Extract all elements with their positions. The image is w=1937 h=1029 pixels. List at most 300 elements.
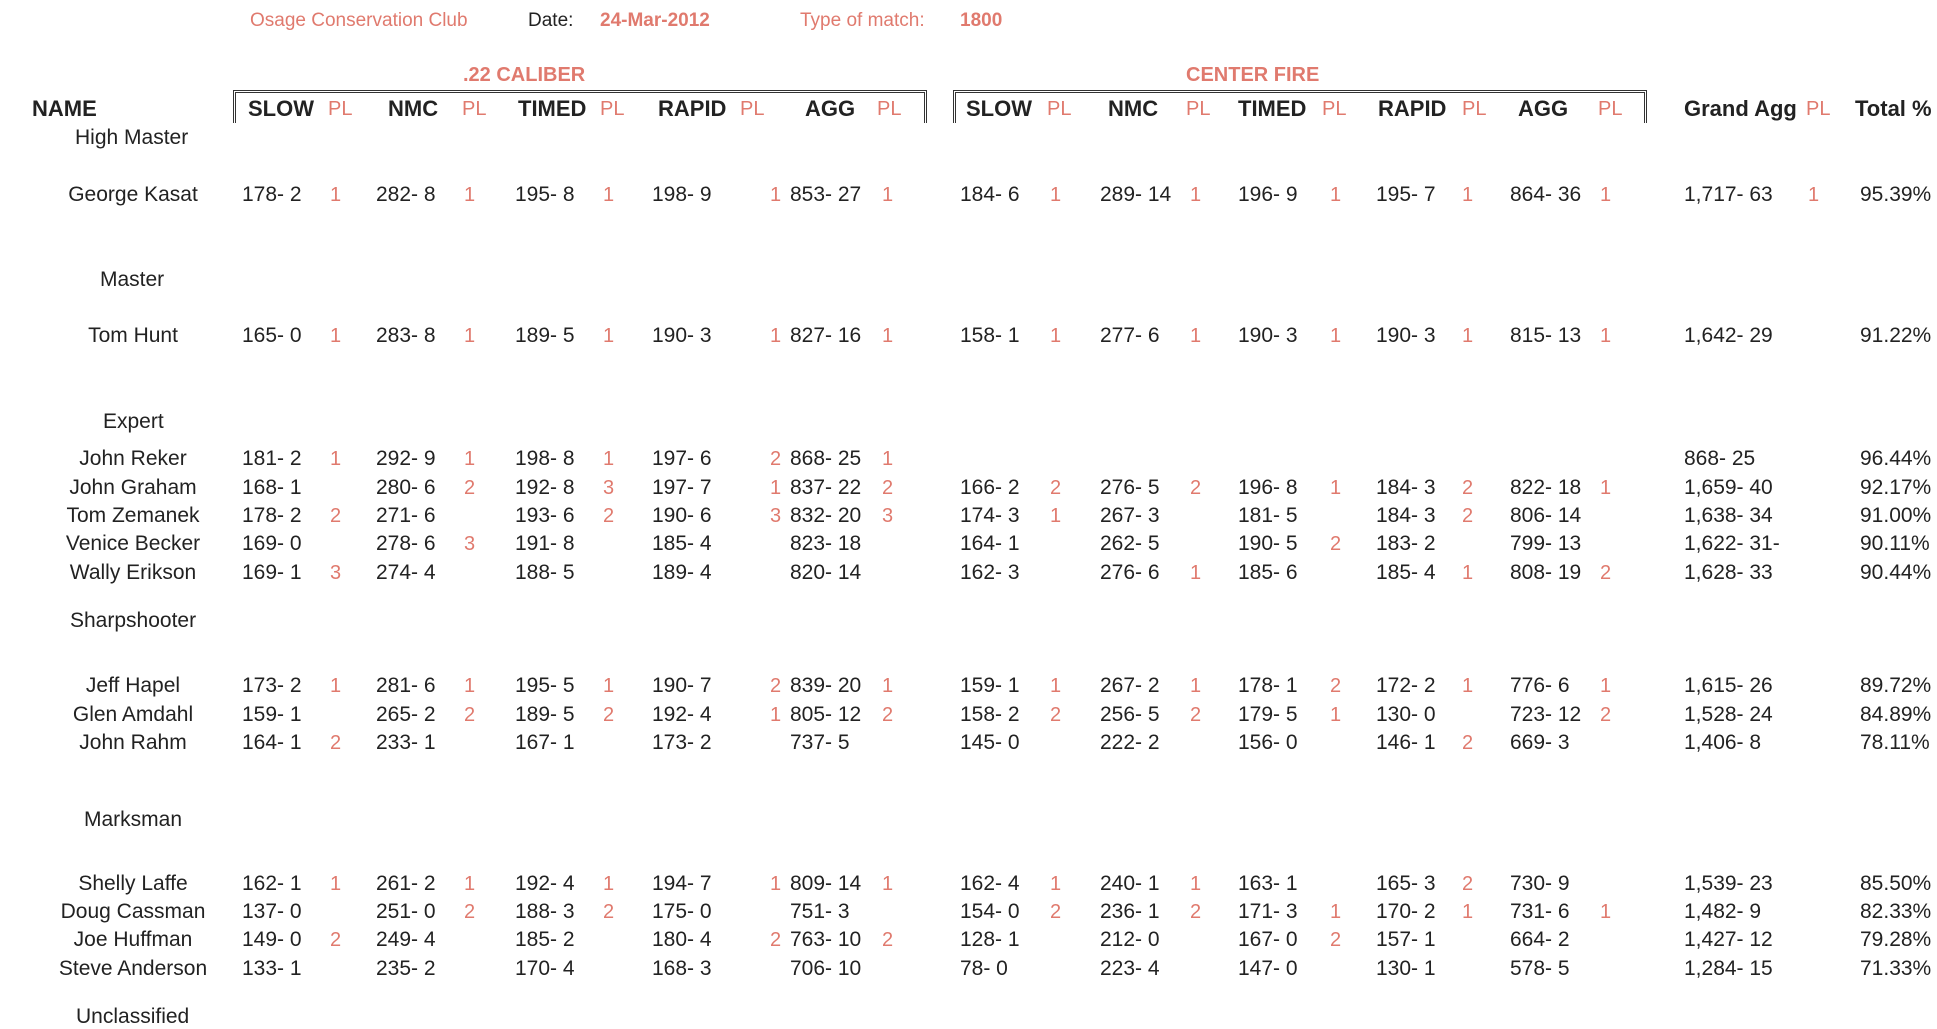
- score-cell: 181- 2: [242, 447, 302, 470]
- competitor-name: Jeff Hapel: [85, 674, 181, 697]
- place-value: 1: [882, 448, 894, 470]
- score-cell: 815- 13: [1510, 324, 1582, 347]
- class-label: Unclassified: [76, 1005, 190, 1028]
- place-value: 1: [603, 675, 615, 697]
- score-cell: 174- 3: [960, 504, 1020, 527]
- score-cell: 181- 5: [1238, 504, 1298, 527]
- score-cell: 145- 0: [960, 731, 1020, 754]
- score-cell: 1,659- 40: [1684, 476, 1773, 499]
- place-value: 1: [330, 873, 342, 895]
- score-cell: 868- 25: [790, 447, 862, 470]
- place-value: 1: [1050, 675, 1062, 697]
- score-cell: 159- 1: [960, 674, 1020, 697]
- score-cell: 799- 13: [1510, 532, 1582, 555]
- place-value: 3: [770, 505, 782, 527]
- score-cell: 1,717- 63: [1684, 183, 1773, 206]
- score-cell: 271- 6: [376, 504, 436, 527]
- col-pl: PL: [1598, 98, 1623, 120]
- date-value: 24-Mar-2012: [600, 10, 710, 31]
- place-value: 1: [464, 184, 476, 206]
- score-cell: 184- 3: [1376, 476, 1436, 499]
- score-cell: 763- 10: [790, 928, 862, 951]
- score-cell: 731- 6: [1510, 900, 1570, 923]
- score-cell: 188- 3: [515, 900, 575, 923]
- score-cell: 664- 2: [1510, 928, 1570, 951]
- score-cell: 185- 2: [515, 928, 575, 951]
- score-cell: 820- 14: [790, 561, 862, 584]
- score-cell: 156- 0: [1238, 731, 1298, 754]
- score-cell: 235- 2: [376, 957, 436, 980]
- place-value: 1: [1050, 325, 1062, 347]
- score-cell: 157- 1: [1376, 928, 1436, 951]
- score-cell: 162- 3: [960, 561, 1020, 584]
- score-cell: 837- 22: [790, 476, 862, 499]
- section-center-fire: CENTER FIRE: [1186, 64, 1320, 86]
- col-agg: AGG: [805, 96, 856, 121]
- score-cell: 169- 0: [242, 532, 302, 555]
- score-cell: 1,642- 29: [1684, 324, 1773, 347]
- score-cell: 168- 1: [242, 476, 302, 499]
- place-value: 1: [1600, 675, 1612, 697]
- score-cell: 262- 5: [1100, 532, 1160, 555]
- score-cell: 78- 0: [960, 957, 1008, 980]
- place-value: 1: [1462, 184, 1474, 206]
- place-value: 2: [1330, 675, 1342, 697]
- score-cell: 184- 3: [1376, 504, 1436, 527]
- score-cell: 827- 16: [790, 324, 862, 347]
- score-cell: 223- 4: [1100, 957, 1160, 980]
- score-cell: 165- 3: [1376, 872, 1436, 895]
- place-value: 2: [330, 929, 342, 951]
- score-cell: 197- 7: [652, 476, 712, 499]
- place-value: 1: [1330, 704, 1342, 726]
- score-cell: 166- 2: [960, 476, 1020, 499]
- score-cell: 71.33%: [1860, 957, 1932, 980]
- score-cell: 240- 1: [1100, 872, 1160, 895]
- place-value: 1: [882, 184, 894, 206]
- col-nmc: NMC: [1108, 96, 1159, 121]
- score-cell: 82.33%: [1860, 900, 1932, 923]
- col-pl: PL: [600, 98, 625, 120]
- score-cell: 251- 0: [376, 900, 436, 923]
- score-cell: 189- 5: [515, 703, 575, 726]
- place-value: 1: [464, 325, 476, 347]
- score-cell: 292- 9: [376, 447, 436, 470]
- place-value: 1: [1050, 873, 1062, 895]
- score-cell: 164- 1: [960, 532, 1020, 555]
- score-cell: 191- 8: [515, 532, 575, 555]
- score-cell: 737- 5: [790, 731, 850, 754]
- score-cell: 90.11%: [1860, 532, 1930, 555]
- place-value: 2: [1462, 505, 1474, 527]
- score-cell: 282- 8: [376, 183, 436, 206]
- date-label: Date:: [528, 10, 574, 31]
- score-cell: 192- 8: [515, 476, 575, 499]
- place-value: 2: [770, 448, 782, 470]
- place-value: 2: [1190, 901, 1202, 923]
- class-label: Expert: [103, 410, 164, 433]
- competitor-name: John Reker: [79, 447, 187, 470]
- place-value: 2: [1050, 477, 1062, 499]
- score-cell: 170- 4: [515, 957, 575, 980]
- score-cell: 167- 0: [1238, 928, 1298, 951]
- place-value: 1: [1050, 184, 1062, 206]
- score-cell: 669- 3: [1510, 731, 1570, 754]
- score-cell: 185- 6: [1238, 561, 1298, 584]
- score-cell: 91.00%: [1860, 504, 1932, 527]
- place-value: 2: [1462, 873, 1474, 895]
- score-cell: 158- 1: [960, 324, 1020, 347]
- score-cell: 164- 1: [242, 731, 302, 754]
- class-label: Sharpshooter: [70, 609, 197, 632]
- competitor-name: Glen Amdahl: [72, 703, 194, 726]
- place-value: 1: [603, 184, 615, 206]
- score-cell: 167- 1: [515, 731, 575, 754]
- col-nmc: NMC: [388, 96, 439, 121]
- place-value: 1: [330, 675, 342, 697]
- place-value: 1: [770, 184, 782, 206]
- score-cell: 185- 4: [652, 532, 712, 555]
- score-cell: 192- 4: [652, 703, 712, 726]
- col-pl: PL: [328, 98, 353, 120]
- place-value: 2: [603, 505, 615, 527]
- score-cell: 281- 6: [376, 674, 436, 697]
- score-cell: 92.17%: [1860, 476, 1932, 499]
- class-label: High Master: [75, 126, 189, 149]
- place-value: 1: [1190, 562, 1202, 584]
- score-cell: 805- 12: [790, 703, 862, 726]
- score-cell: 283- 8: [376, 324, 436, 347]
- score-cell: 1,284- 15: [1684, 957, 1773, 980]
- score-cell: 276- 5: [1100, 476, 1160, 499]
- score-cell: 189- 5: [515, 324, 575, 347]
- score-cell: 133- 1: [242, 957, 302, 980]
- score-cell: 222- 2: [1100, 731, 1160, 754]
- place-value: 3: [882, 505, 894, 527]
- score-cell: 233- 1: [376, 731, 436, 754]
- score-cell: 178- 2: [242, 504, 302, 527]
- place-value: 1: [1462, 325, 1474, 347]
- score-cell: 256- 5: [1100, 703, 1160, 726]
- place-value: 1: [1330, 477, 1342, 499]
- place-value: 2: [464, 901, 476, 923]
- score-cell: 853- 27: [790, 183, 862, 206]
- place-value: 2: [1600, 562, 1612, 584]
- score-cell: 1,628- 33: [1684, 561, 1773, 584]
- score-cell: 172- 2: [1376, 674, 1436, 697]
- col-timed: TIMED: [518, 96, 587, 121]
- score-cell: 212- 0: [1100, 928, 1160, 951]
- score-cell: 188- 5: [515, 561, 575, 584]
- score-cell: 154- 0: [960, 900, 1020, 923]
- place-value: 2: [770, 929, 782, 951]
- score-cell: 79.28%: [1860, 928, 1932, 951]
- score-cell: 267- 3: [1100, 504, 1160, 527]
- place-value: 1: [1808, 184, 1820, 206]
- place-value: 1: [770, 477, 782, 499]
- score-cell: 706- 10: [790, 957, 862, 980]
- place-value: 1: [1600, 325, 1612, 347]
- place-value: 1: [603, 873, 615, 895]
- score-cell: 146- 1: [1376, 731, 1436, 754]
- score-cell: 190- 5: [1238, 532, 1298, 555]
- score-cell: 193- 6: [515, 504, 575, 527]
- place-value: 1: [1462, 675, 1474, 697]
- score-cell: 194- 7: [652, 872, 712, 895]
- class-label: Master: [100, 268, 165, 291]
- col-pl: PL: [1047, 98, 1072, 120]
- place-value: 1: [464, 873, 476, 895]
- place-value: 1: [1330, 184, 1342, 206]
- score-cell: 190- 6: [652, 504, 712, 527]
- score-cell: 171- 3: [1238, 900, 1298, 923]
- competitor-name: Shelly Laffe: [78, 872, 188, 895]
- score-cell: 261- 2: [376, 872, 436, 895]
- col-pl: PL: [1806, 98, 1831, 120]
- place-value: 2: [882, 929, 894, 951]
- place-value: 2: [603, 704, 615, 726]
- score-cell: 265- 2: [376, 703, 436, 726]
- score-cell: 1,427- 12: [1684, 928, 1773, 951]
- competitor-name: Steve Anderson: [58, 957, 208, 980]
- place-value: 2: [1190, 704, 1202, 726]
- place-value: 2: [464, 704, 476, 726]
- score-cell: 1,615- 26: [1684, 674, 1773, 697]
- score-cell: 1,528- 24: [1684, 703, 1773, 726]
- score-cell: 249- 4: [376, 928, 436, 951]
- score-cell: 195- 8: [515, 183, 575, 206]
- score-cell: 823- 18: [790, 532, 862, 555]
- score-cell: 274- 4: [376, 561, 436, 584]
- place-value: 2: [1330, 533, 1342, 555]
- place-value: 1: [1330, 901, 1342, 923]
- place-value: 1: [330, 325, 342, 347]
- score-cell: 806- 14: [1510, 504, 1582, 527]
- col-agg: AGG: [1518, 96, 1569, 121]
- score-cell: 178- 1: [1238, 674, 1298, 697]
- score-cell: 808- 19: [1510, 561, 1582, 584]
- place-value: 1: [770, 873, 782, 895]
- score-cell: 149- 0: [242, 928, 302, 951]
- place-value: 2: [330, 505, 342, 527]
- score-cell: 147- 0: [1238, 957, 1298, 980]
- place-value: 2: [1600, 704, 1612, 726]
- place-value: 1: [603, 448, 615, 470]
- score-cell: 190- 3: [652, 324, 712, 347]
- place-value: 3: [330, 562, 342, 584]
- place-value: 1: [1190, 325, 1202, 347]
- place-value: 2: [770, 675, 782, 697]
- score-cell: 130- 0: [1376, 703, 1436, 726]
- score-cell: 198- 8: [515, 447, 575, 470]
- score-cell: 1,406- 8: [1684, 731, 1762, 754]
- score-cell: 168- 3: [652, 957, 712, 980]
- score-cell: 276- 6: [1100, 561, 1160, 584]
- place-value: 1: [330, 448, 342, 470]
- score-cell: 185- 4: [1376, 561, 1436, 584]
- score-cell: 723- 12: [1510, 703, 1582, 726]
- club-name: Osage Conservation Club: [250, 10, 468, 31]
- place-value: 2: [1190, 477, 1202, 499]
- class-label: Marksman: [84, 808, 183, 831]
- score-cell: 96.44%: [1860, 447, 1932, 470]
- place-value: 1: [770, 704, 782, 726]
- score-cell: 170- 2: [1376, 900, 1436, 923]
- score-cell: 809- 14: [790, 872, 862, 895]
- score-cell: 137- 0: [242, 900, 302, 923]
- col-slow: SLOW: [966, 96, 1032, 121]
- score-cell: 190- 3: [1376, 324, 1436, 347]
- competitor-name: Joe Huffman: [73, 928, 193, 951]
- place-value: 1: [1190, 184, 1202, 206]
- score-cell: 175- 0: [652, 900, 712, 923]
- place-value: 1: [1600, 901, 1612, 923]
- score-cell: 578- 5: [1510, 957, 1570, 980]
- col-slow: SLOW: [248, 96, 314, 121]
- place-value: 2: [1462, 477, 1474, 499]
- place-value: 1: [1600, 477, 1612, 499]
- col-pl: PL: [1322, 98, 1347, 120]
- score-cell: 822- 18: [1510, 476, 1582, 499]
- col-total-pct: Total %: [1855, 96, 1932, 121]
- score-cell: 197- 6: [652, 447, 712, 470]
- score-cell: 1,638- 34: [1684, 504, 1773, 527]
- place-value: 1: [770, 325, 782, 347]
- score-cell: 173- 2: [242, 674, 302, 697]
- col-pl: PL: [1462, 98, 1487, 120]
- competitor-name: Venice Becker: [65, 532, 201, 555]
- score-cell: 163- 1: [1238, 872, 1298, 895]
- score-cell: 78.11%: [1860, 731, 1930, 754]
- score-cell: 196- 8: [1238, 476, 1298, 499]
- place-value: 1: [464, 448, 476, 470]
- score-cell: 159- 1: [242, 703, 302, 726]
- score-cell: 90.44%: [1860, 561, 1932, 584]
- score-cell: 1,539- 23: [1684, 872, 1773, 895]
- place-value: 2: [1050, 704, 1062, 726]
- col-rapid: RAPID: [1378, 96, 1447, 121]
- competitor-name: John Rahm: [79, 731, 187, 754]
- score-cell: 195- 7: [1376, 183, 1436, 206]
- score-cell: 169- 1: [242, 561, 302, 584]
- place-value: 2: [882, 704, 894, 726]
- score-cell: 89.72%: [1860, 674, 1932, 697]
- score-cell: 730- 9: [1510, 872, 1570, 895]
- competitor-name: John Graham: [69, 476, 197, 499]
- score-cell: 1,482- 9: [1684, 900, 1762, 923]
- place-value: 2: [603, 901, 615, 923]
- place-value: 1: [1600, 184, 1612, 206]
- col-rapid: RAPID: [658, 96, 727, 121]
- score-cell: 178- 2: [242, 183, 302, 206]
- place-value: 1: [1050, 505, 1062, 527]
- score-cell: 236- 1: [1100, 900, 1160, 923]
- score-cell: 173- 2: [652, 731, 712, 754]
- col-pl: PL: [740, 98, 765, 120]
- score-cell: 162- 1: [242, 872, 302, 895]
- col-grand-agg: Grand Agg: [1684, 96, 1797, 121]
- score-cell: 289- 14: [1100, 183, 1172, 206]
- score-cell: 280- 6: [376, 476, 436, 499]
- score-cell: 95.39%: [1860, 183, 1932, 206]
- score-cell: 192- 4: [515, 872, 575, 895]
- score-cell: 130- 1: [1376, 957, 1436, 980]
- score-cell: 1,622- 31-: [1684, 532, 1780, 555]
- score-cell: 196- 9: [1238, 183, 1298, 206]
- place-value: 2: [1462, 732, 1474, 754]
- score-cell: 180- 4: [652, 928, 712, 951]
- score-cell: 751- 3: [790, 900, 850, 923]
- place-value: 1: [882, 675, 894, 697]
- col-pl: PL: [462, 98, 487, 120]
- match-type-label: Type of match:: [800, 10, 925, 31]
- score-cell: 864- 36: [1510, 183, 1582, 206]
- col-pl: PL: [877, 98, 902, 120]
- place-value: 3: [603, 477, 615, 499]
- score-cell: 278- 6: [376, 532, 436, 555]
- score-cell: 85.50%: [1860, 872, 1932, 895]
- score-cell: 198- 9: [652, 183, 712, 206]
- score-cell: 277- 6: [1100, 324, 1160, 347]
- score-cell: 868- 25: [1684, 447, 1756, 470]
- place-value: 2: [330, 732, 342, 754]
- place-value: 3: [464, 533, 476, 555]
- score-cell: 179- 5: [1238, 703, 1298, 726]
- score-cell: 128- 1: [960, 928, 1020, 951]
- col-name: NAME: [32, 96, 97, 121]
- place-value: 1: [882, 873, 894, 895]
- competitor-name: George Kasat: [68, 183, 198, 206]
- competitor-name: Wally Erikson: [69, 561, 197, 584]
- place-value: 1: [464, 675, 476, 697]
- score-cell: 776- 6: [1510, 674, 1570, 697]
- place-value: 1: [1462, 562, 1474, 584]
- score-cell: 91.22%: [1860, 324, 1932, 347]
- score-cell: 184- 6: [960, 183, 1020, 206]
- place-value: 2: [1330, 929, 1342, 951]
- place-value: 1: [1462, 901, 1474, 923]
- place-value: 2: [464, 477, 476, 499]
- place-value: 2: [882, 477, 894, 499]
- place-value: 1: [1190, 873, 1202, 895]
- score-cell: 189- 4: [652, 561, 712, 584]
- place-value: 1: [1330, 325, 1342, 347]
- col-timed: TIMED: [1238, 96, 1307, 121]
- score-cell: 832- 20: [790, 504, 862, 527]
- score-cell: 84.89%: [1860, 703, 1932, 726]
- place-value: 2: [1050, 901, 1062, 923]
- score-cell: 165- 0: [242, 324, 302, 347]
- match-type-value: 1800: [960, 10, 1003, 31]
- score-cell: 839- 20: [790, 674, 862, 697]
- col-pl: PL: [1186, 98, 1211, 120]
- place-value: 1: [330, 184, 342, 206]
- score-cell: 162- 4: [960, 872, 1020, 895]
- place-value: 1: [882, 325, 894, 347]
- score-cell: 190- 7: [652, 674, 712, 697]
- competitor-name: Tom Hunt: [88, 324, 178, 347]
- score-cell: 190- 3: [1238, 324, 1298, 347]
- competitor-name: Tom Zemanek: [66, 504, 200, 527]
- competitor-name: Doug Cassman: [60, 900, 206, 923]
- place-value: 1: [1190, 675, 1202, 697]
- score-cell: 195- 5: [515, 674, 575, 697]
- score-cell: 158- 2: [960, 703, 1020, 726]
- place-value: 1: [603, 325, 615, 347]
- section-22-caliber: .22 CALIBER: [463, 64, 586, 86]
- score-cell: 267- 2: [1100, 674, 1160, 697]
- score-cell: 183- 2: [1376, 532, 1436, 555]
